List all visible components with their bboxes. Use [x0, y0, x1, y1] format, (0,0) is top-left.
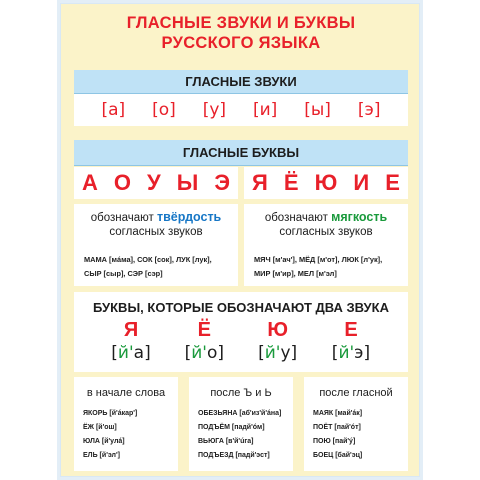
- bracket-close: ]: [217, 343, 225, 363]
- example-word: ВЬЮГА [в'й'úга]: [198, 438, 254, 445]
- hard-examples: [78, 253, 234, 281]
- iotated-ya: [101, 318, 161, 364]
- sound-u: [у]: [202, 100, 227, 120]
- yot-sound: й': [264, 343, 281, 363]
- letter-y: Ы: [176, 170, 199, 195]
- column-heading: в начале слова: [86, 387, 166, 399]
- title-line-1: ГЛАСНЫЕ ЗВУКИ И БУКВЫ: [126, 14, 356, 32]
- column-heading: после гласной: [319, 387, 393, 399]
- iotated-transcription: [174, 342, 234, 364]
- letter-ye: Е: [385, 170, 400, 195]
- bracket-close: ]: [290, 343, 298, 363]
- letter-e-hard: Э: [214, 170, 230, 195]
- example-word: ПОЁТ [пай'óт]: [313, 424, 361, 431]
- column-examples: [74, 407, 178, 463]
- column-examples: [304, 407, 408, 463]
- letter-yo: Ё: [283, 170, 299, 195]
- soft-example-line: МЯЧ [м'ач'], МЁД [м'от], ЛЮК [л'ук],: [254, 255, 383, 264]
- iotated-yo: [174, 318, 234, 364]
- example-word: МАЯК [май'áк]: [313, 410, 363, 417]
- hard-description-head: [78, 210, 234, 239]
- example-word: ПОДЪЕЗД [падй'эст]: [198, 452, 270, 459]
- hard-description: [74, 204, 238, 286]
- sound-a: [а]: [101, 100, 126, 120]
- column-examples: [189, 407, 293, 463]
- hard-example-line: МАМА [мáма], СОК [сок], ЛУК [лук],: [84, 255, 212, 264]
- soft-keyword: мягкость: [331, 210, 388, 224]
- soft-suffix: согласных звуков: [279, 226, 373, 238]
- soft-prefix: обозначают: [264, 212, 328, 224]
- example-word: ЁЖ [й'ош]: [83, 424, 117, 431]
- poster: [60, 3, 420, 477]
- poster-title: [61, 13, 421, 53]
- example-word: ПОДЪЁМ [падй'óм]: [198, 424, 265, 431]
- iotated-yu: [248, 318, 308, 364]
- letter-a: А: [82, 170, 98, 195]
- yot-sound: й': [117, 343, 134, 363]
- sound-o: [о]: [152, 100, 176, 120]
- iotated-letter: Ё: [197, 319, 212, 341]
- sound-y: [ы]: [304, 100, 331, 120]
- title-line-2: РУССКОГО ЯЗЫКА: [161, 34, 321, 52]
- vowel-sound: а: [133, 343, 145, 363]
- vowel-sound: о: [206, 343, 218, 363]
- bracket-close: ]: [144, 343, 151, 363]
- bracket-open: [: [258, 343, 265, 363]
- column-after-signs: [189, 377, 293, 471]
- sound-e: [э]: [357, 100, 381, 120]
- letter-yu: Ю: [314, 170, 338, 195]
- vowel-sound: у: [280, 343, 291, 363]
- example-word: БОЕЦ [бай'эц]: [313, 452, 363, 459]
- column-word-start: [74, 377, 178, 471]
- bracket-open: [: [331, 343, 339, 363]
- two-sounds-header: БУКВЫ, КОТОРЫЕ ОБОЗНАЧАЮТ ДВА ЗВУКА: [93, 300, 389, 315]
- soft-examples: [248, 253, 404, 281]
- hard-prefix: обозначают: [90, 212, 154, 224]
- soft-vowel-letters: [244, 167, 408, 199]
- iotated-ye: [321, 318, 381, 364]
- iotated-transcription: [248, 342, 308, 364]
- soft-description: [244, 204, 408, 286]
- yot-sound: й': [191, 343, 207, 363]
- hard-keyword: твёрдость: [157, 210, 222, 224]
- iotated-letter: Я: [123, 319, 139, 341]
- example-word: ЮЛА [й'улá]: [83, 438, 125, 445]
- sounds-header: ГЛАСНЫЕ ЗВУКИ: [74, 70, 408, 94]
- column-after-vowel: [304, 377, 408, 471]
- example-word: ЯКОРЬ [й'áкар']: [83, 410, 138, 417]
- example-word: ОБЕЗЬЯНА [аб'из'й'áна]: [198, 410, 282, 417]
- example-word: ЕЛЬ [й'эл']: [83, 452, 120, 459]
- soft-example-line: МИР [м'ир], МЕЛ [м'эл]: [254, 269, 337, 278]
- letter-i: И: [353, 170, 370, 195]
- bracket-close: ]: [363, 343, 371, 363]
- column-heading: после Ъ и Ь: [210, 387, 272, 399]
- hard-suffix: согласных звуков: [109, 226, 203, 238]
- letter-o: О: [113, 170, 132, 195]
- vowel-sound: э: [354, 343, 364, 363]
- example-word: ПОЮ [пай'ý]: [313, 438, 356, 445]
- iotated-transcription: [321, 342, 381, 364]
- soft-description-head: [248, 210, 404, 239]
- sound-i: [и]: [252, 100, 278, 120]
- letter-ya: Я: [252, 170, 268, 195]
- sounds-row: [74, 94, 408, 126]
- iotated-letters: [101, 318, 381, 364]
- hard-vowel-letters: [74, 167, 238, 199]
- bracket-open: [: [111, 343, 118, 363]
- hard-example-line: СЫР [сыр], СЭР [сэр]: [84, 269, 163, 278]
- letter-u: У: [147, 170, 161, 195]
- iotated-letter: Е: [344, 319, 358, 341]
- yot-sound: й': [338, 343, 355, 363]
- iotated-transcription: [101, 342, 161, 364]
- letters-header: ГЛАСНЫЕ БУКВЫ: [74, 140, 408, 166]
- bracket-open: [: [184, 343, 192, 363]
- iotated-letter: Ю: [267, 319, 288, 341]
